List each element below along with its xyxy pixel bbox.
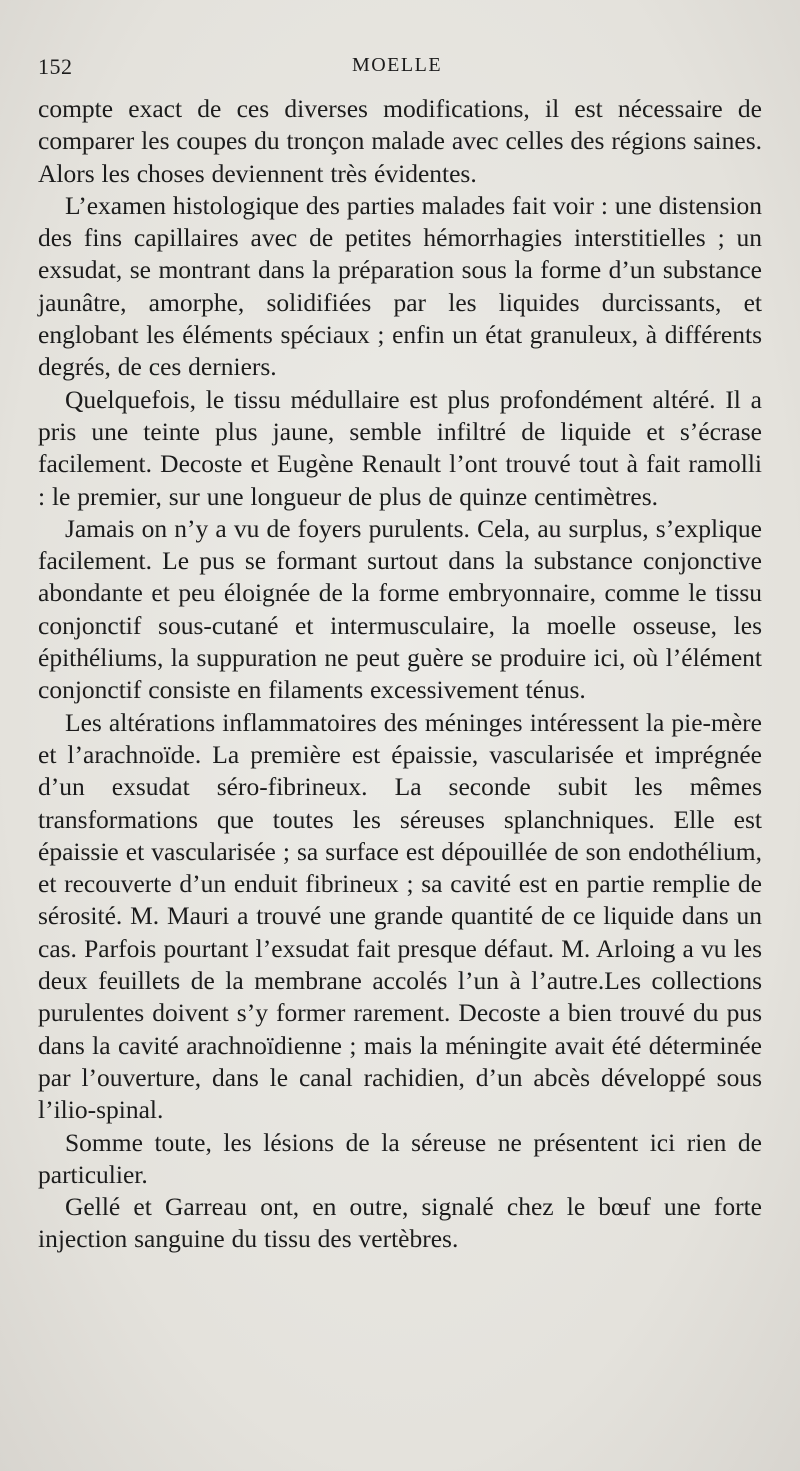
paragraph-continuation: compte exact de ces diverses modifications, il est nécessaire de comparer les coupes du tronçon malade avec celles des régions saines. Alors les choses deviennent très évidentes. <box>38 94 762 188</box>
paragraph-histology: L’examen histologique des parties malades fait voir : une distension des fins capillaires avec de petites hémorrhagies interstitielles ; un exsudat, se montrant dans la préparation sous la forme d’un substance jaunâtre, amorphe, solidifiées par les liquides durcissants, et englobant les éléments spéciaux ; enfin un état granuleux, à différents degrés, de ces derniers. <box>38 190 762 382</box>
paragraph-summary: Somme toute, les lésions de la séreuse ne présentent ici rien de particulier. <box>38 1127 762 1189</box>
text-body <box>38 93 762 1256</box>
running-title: MOELLE <box>351 54 443 76</box>
paragraph-altered-tissue: Quelquefois, le tissu médullaire est plus profondément altéré. Il a pris une teinte plus jaune, semble infiltré de liquide et s’écrase facilement. Decoste et Eugène Renault l’ont trouvé tout à fait ramolli : le premier, sur une longueur de plus de quinze centimètres. <box>38 384 762 511</box>
paragraph-meninges: Les altérations inflammatoires des méninges intéressent la pie-mère et l’arachnoïde. La première est épaissie, vascularisée et imprégnée d’un exsudat séro-fibrineux. La seconde subit les mêmes transformations que toutes les séreuses splanchniques. Elle est épaissie et vascularisée ; sa surface est dépouillée de son endothélium, et recouverte d’un enduit fibrineux ; sa cavité est en partie remplie de sérosité. M. Mauri a trouvé une grande quantité de ce liquide dans un cas. Parfois pourtant l’exsudat fait presque défaut. M. Arloing a vu les deux feuillets de la membrane accolés l’un à l’autre.Les collections purulentes doivent s’y former rarement. Decoste a bien trouvé du pus dans la cavité arachnoïdienne ; mais la méningite avait été déterminée par l’ouverture, dans le canal rachidien, d’un abcès développé sous l’ilio-spinal. <box>38 707 762 1125</box>
page-number: 152 <box>38 54 73 79</box>
running-head <box>38 54 756 84</box>
paragraph-no-purulent-foci: Jamais on n’y a vu de foyers purulents. Cela, au surplus, s’explique facilement. Le pus se formant surtout dans la substance conjonctive abondante et peu éloignée de la forme embryonnaire, comme le tissu conjonctif sous-cutané et intermusculaire, la moelle osseuse, les épithéliums, la suppuration ne peut guère se produire ici, où l’élément conjonctif consiste en filaments excessivement ténus. <box>38 513 762 705</box>
paragraph-vertebrae: Gellé et Garreau ont, en outre, signalé chez le bœuf une forte injection sanguine du tissu des vertèbres. <box>38 1192 762 1254</box>
